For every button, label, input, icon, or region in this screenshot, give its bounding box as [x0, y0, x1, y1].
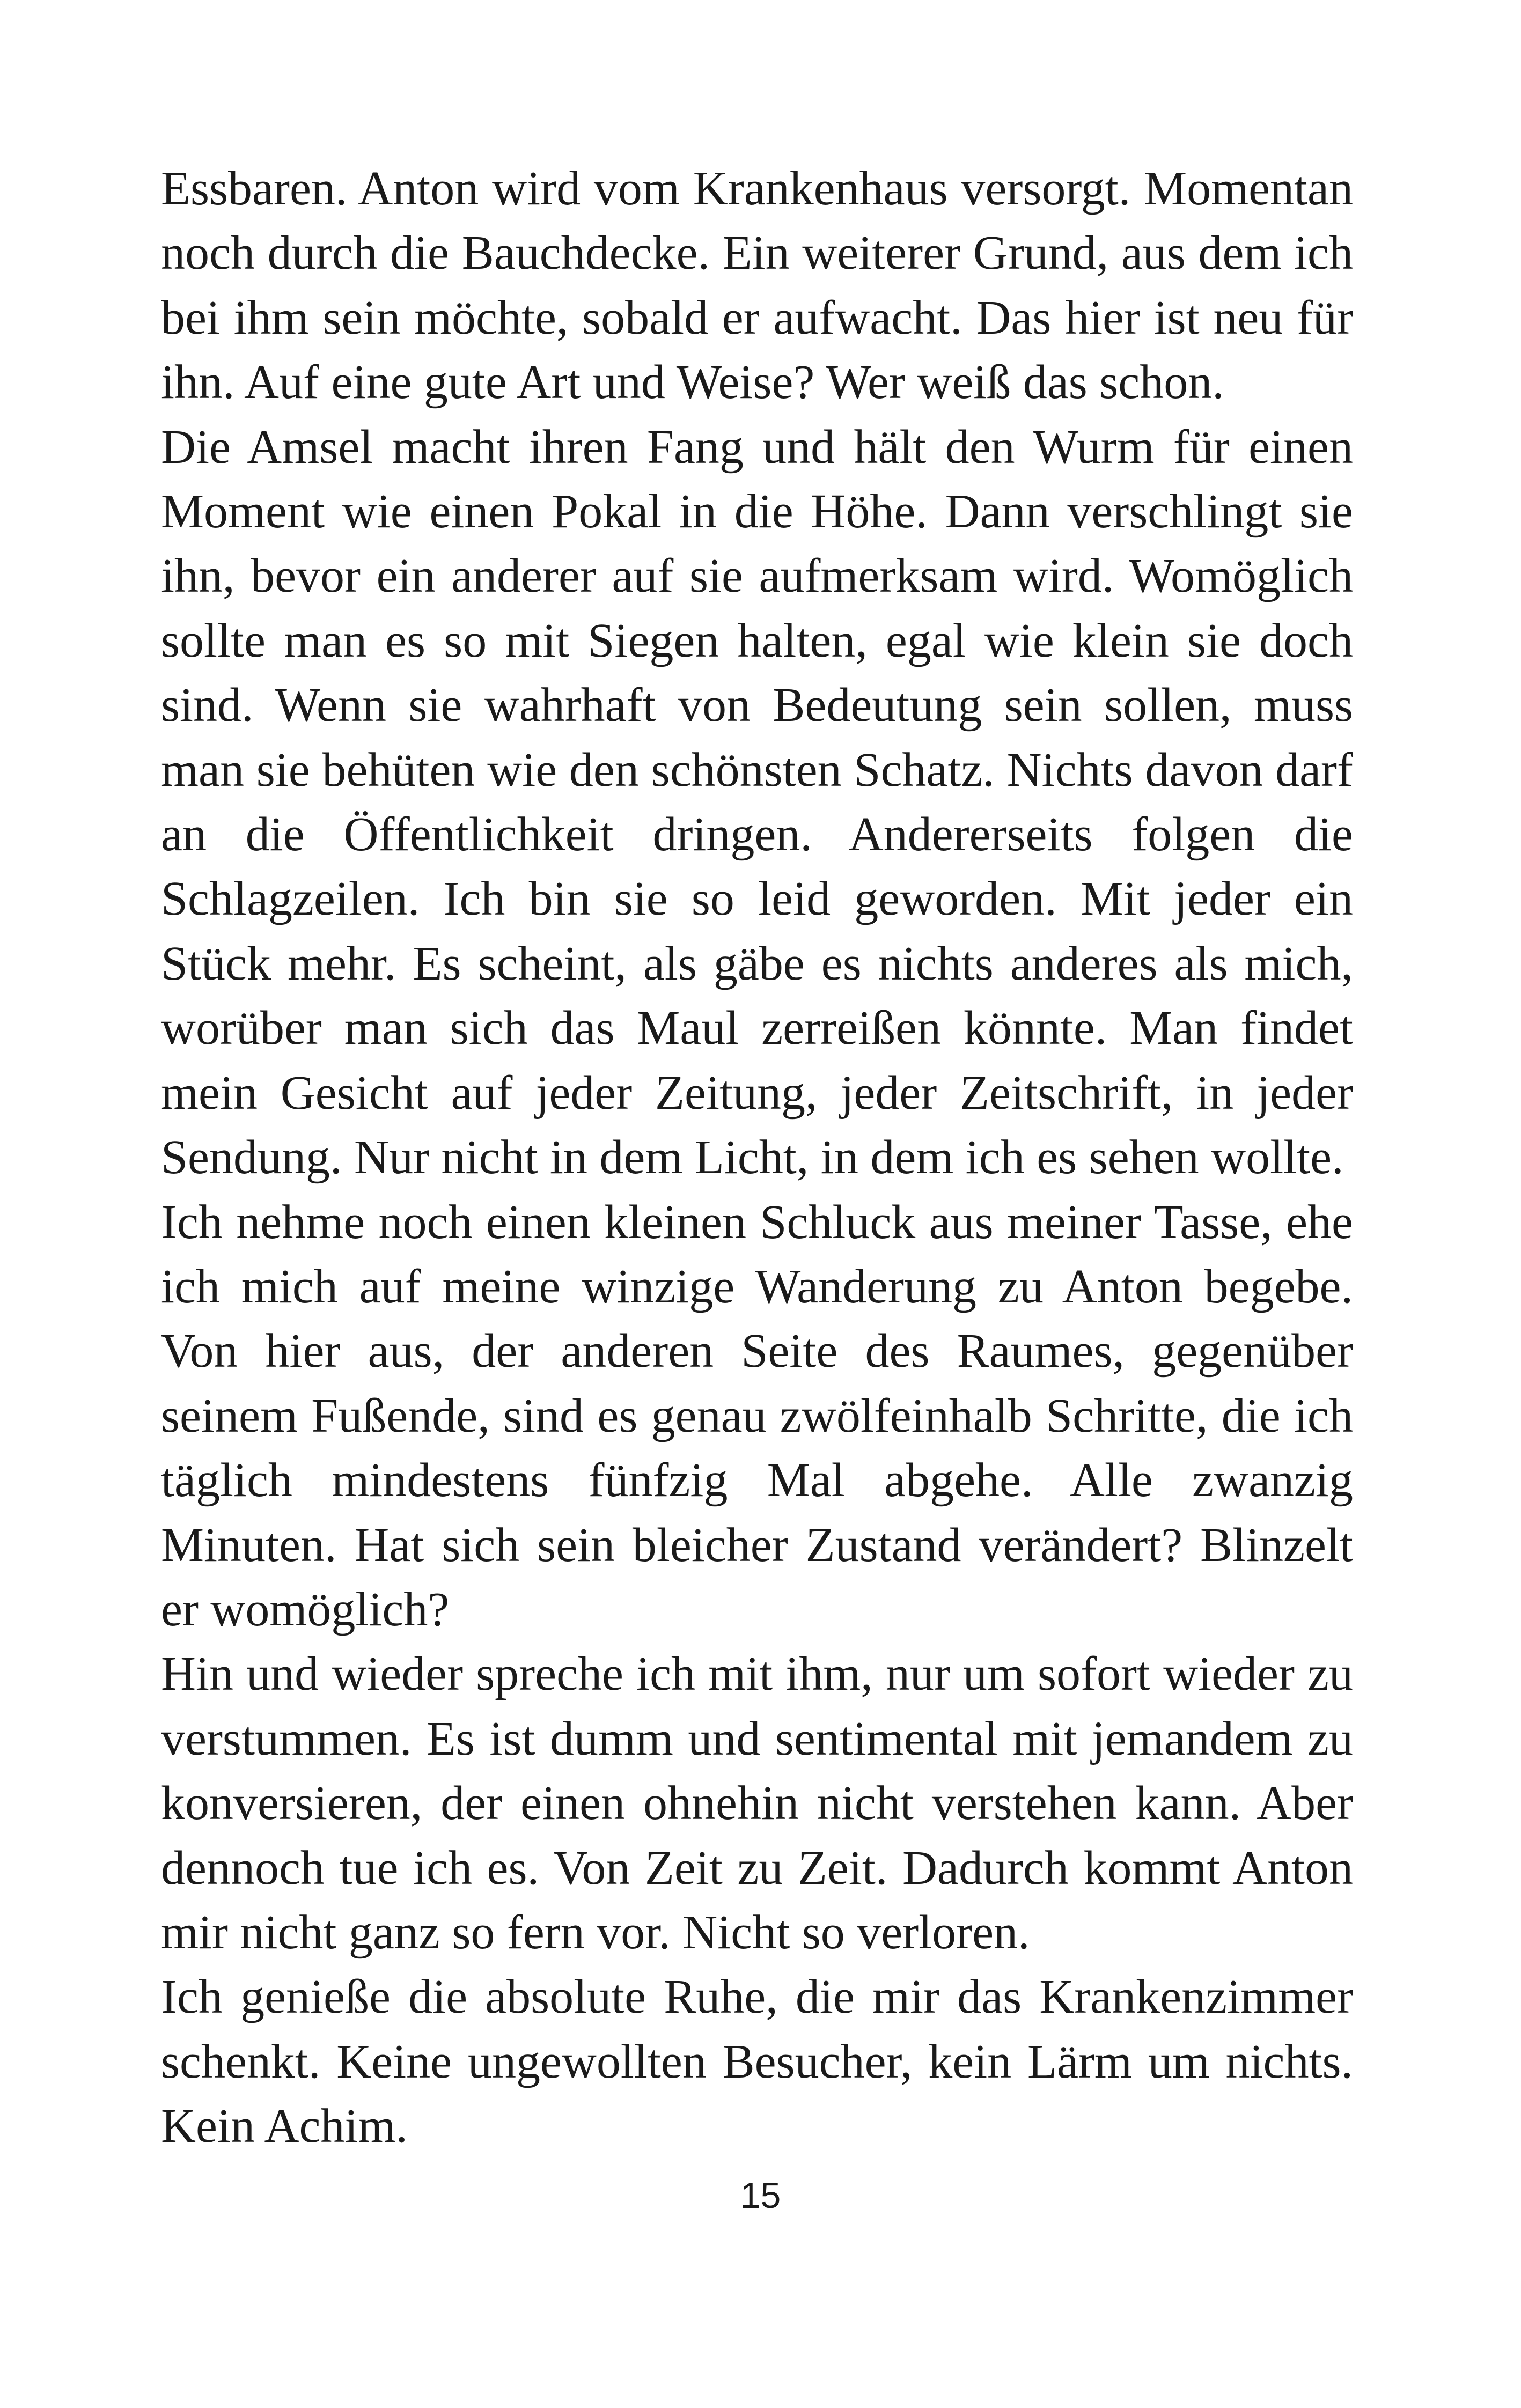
paragraph-2: Die Amsel macht ihren Fang und hält den Wurm für einen Moment wie einen Pokal in die Höhe. Dann verschlingt sie ihn, bevor ein anderer auf sie aufmerksam wird. Womöglich sollte man es so mit Siegen halten, egal wie klein sie doch sind. Wenn sie wahrhaft von Bedeutung sein sollen, muss man sie behüten wie den schönsten Schatz. Nichts davon darf an die Öffentlichkeit dringen. Andererseits folgen die Schlagzeilen. Ich bin sie so leid geworden. Mit jeder ein Stück mehr. Es scheint, als gäbe es nichts anderes als mich, worüber man sich das Maul zerreißen könnte. Man findet mein Gesicht auf jeder Zeitung, jeder Zeitschrift, in jeder Sendung. Nur nicht in dem Licht, in dem ich es sehen wollte. — [161, 420, 1353, 1184]
paragraph-5: Ich genieße die absolute Ruhe, die mir das Krankenzimmer schenkt. Keine ungewollten Besucher, kein Lärm um nichts. Kein Achim. — [161, 1970, 1353, 2153]
page-number: 15 — [740, 2175, 781, 2216]
paragraph-4: Hin und wieder spreche ich mit ihm, nur um sofort wieder zu verstummen. Es ist dumm und sentimental mit jemandem zu konversieren, der einen ohnehin nicht verstehen kann. Aber dennoch tue ich es. Von Zeit zu Zeit. Dadurch kommt Anton mir nicht ganz so fern vor. Nicht so verloren. — [161, 1647, 1353, 1959]
paragraph-1: Essbaren. Anton wird vom Krankenhaus versorgt. Momentan noch durch die Bauchdecke. Ein weiterer Grund, aus dem ich bei ihm sein möchte, sobald er aufwacht. Das hier ist neu für ihn. Auf eine gute Art und Weise? Wer weiß das schon. — [161, 162, 1353, 409]
body-text — [161, 157, 1353, 2159]
paragraph-3: Ich nehme noch einen kleinen Schluck aus meiner Tasse, ehe ich mich auf meine winzige Wanderung zu Anton begebe. Von hier aus, der anderen Seite des Raumes, gegenüber seinem Fußende, sind es genau zwölfeinhalb Schritte, die ich täglich mindestens fünfzig Mal abgehe. Alle zwanzig Minuten. Hat sich sein bleicher Zustand verändert? Blinzelt er womöglich? — [161, 1195, 1353, 1636]
